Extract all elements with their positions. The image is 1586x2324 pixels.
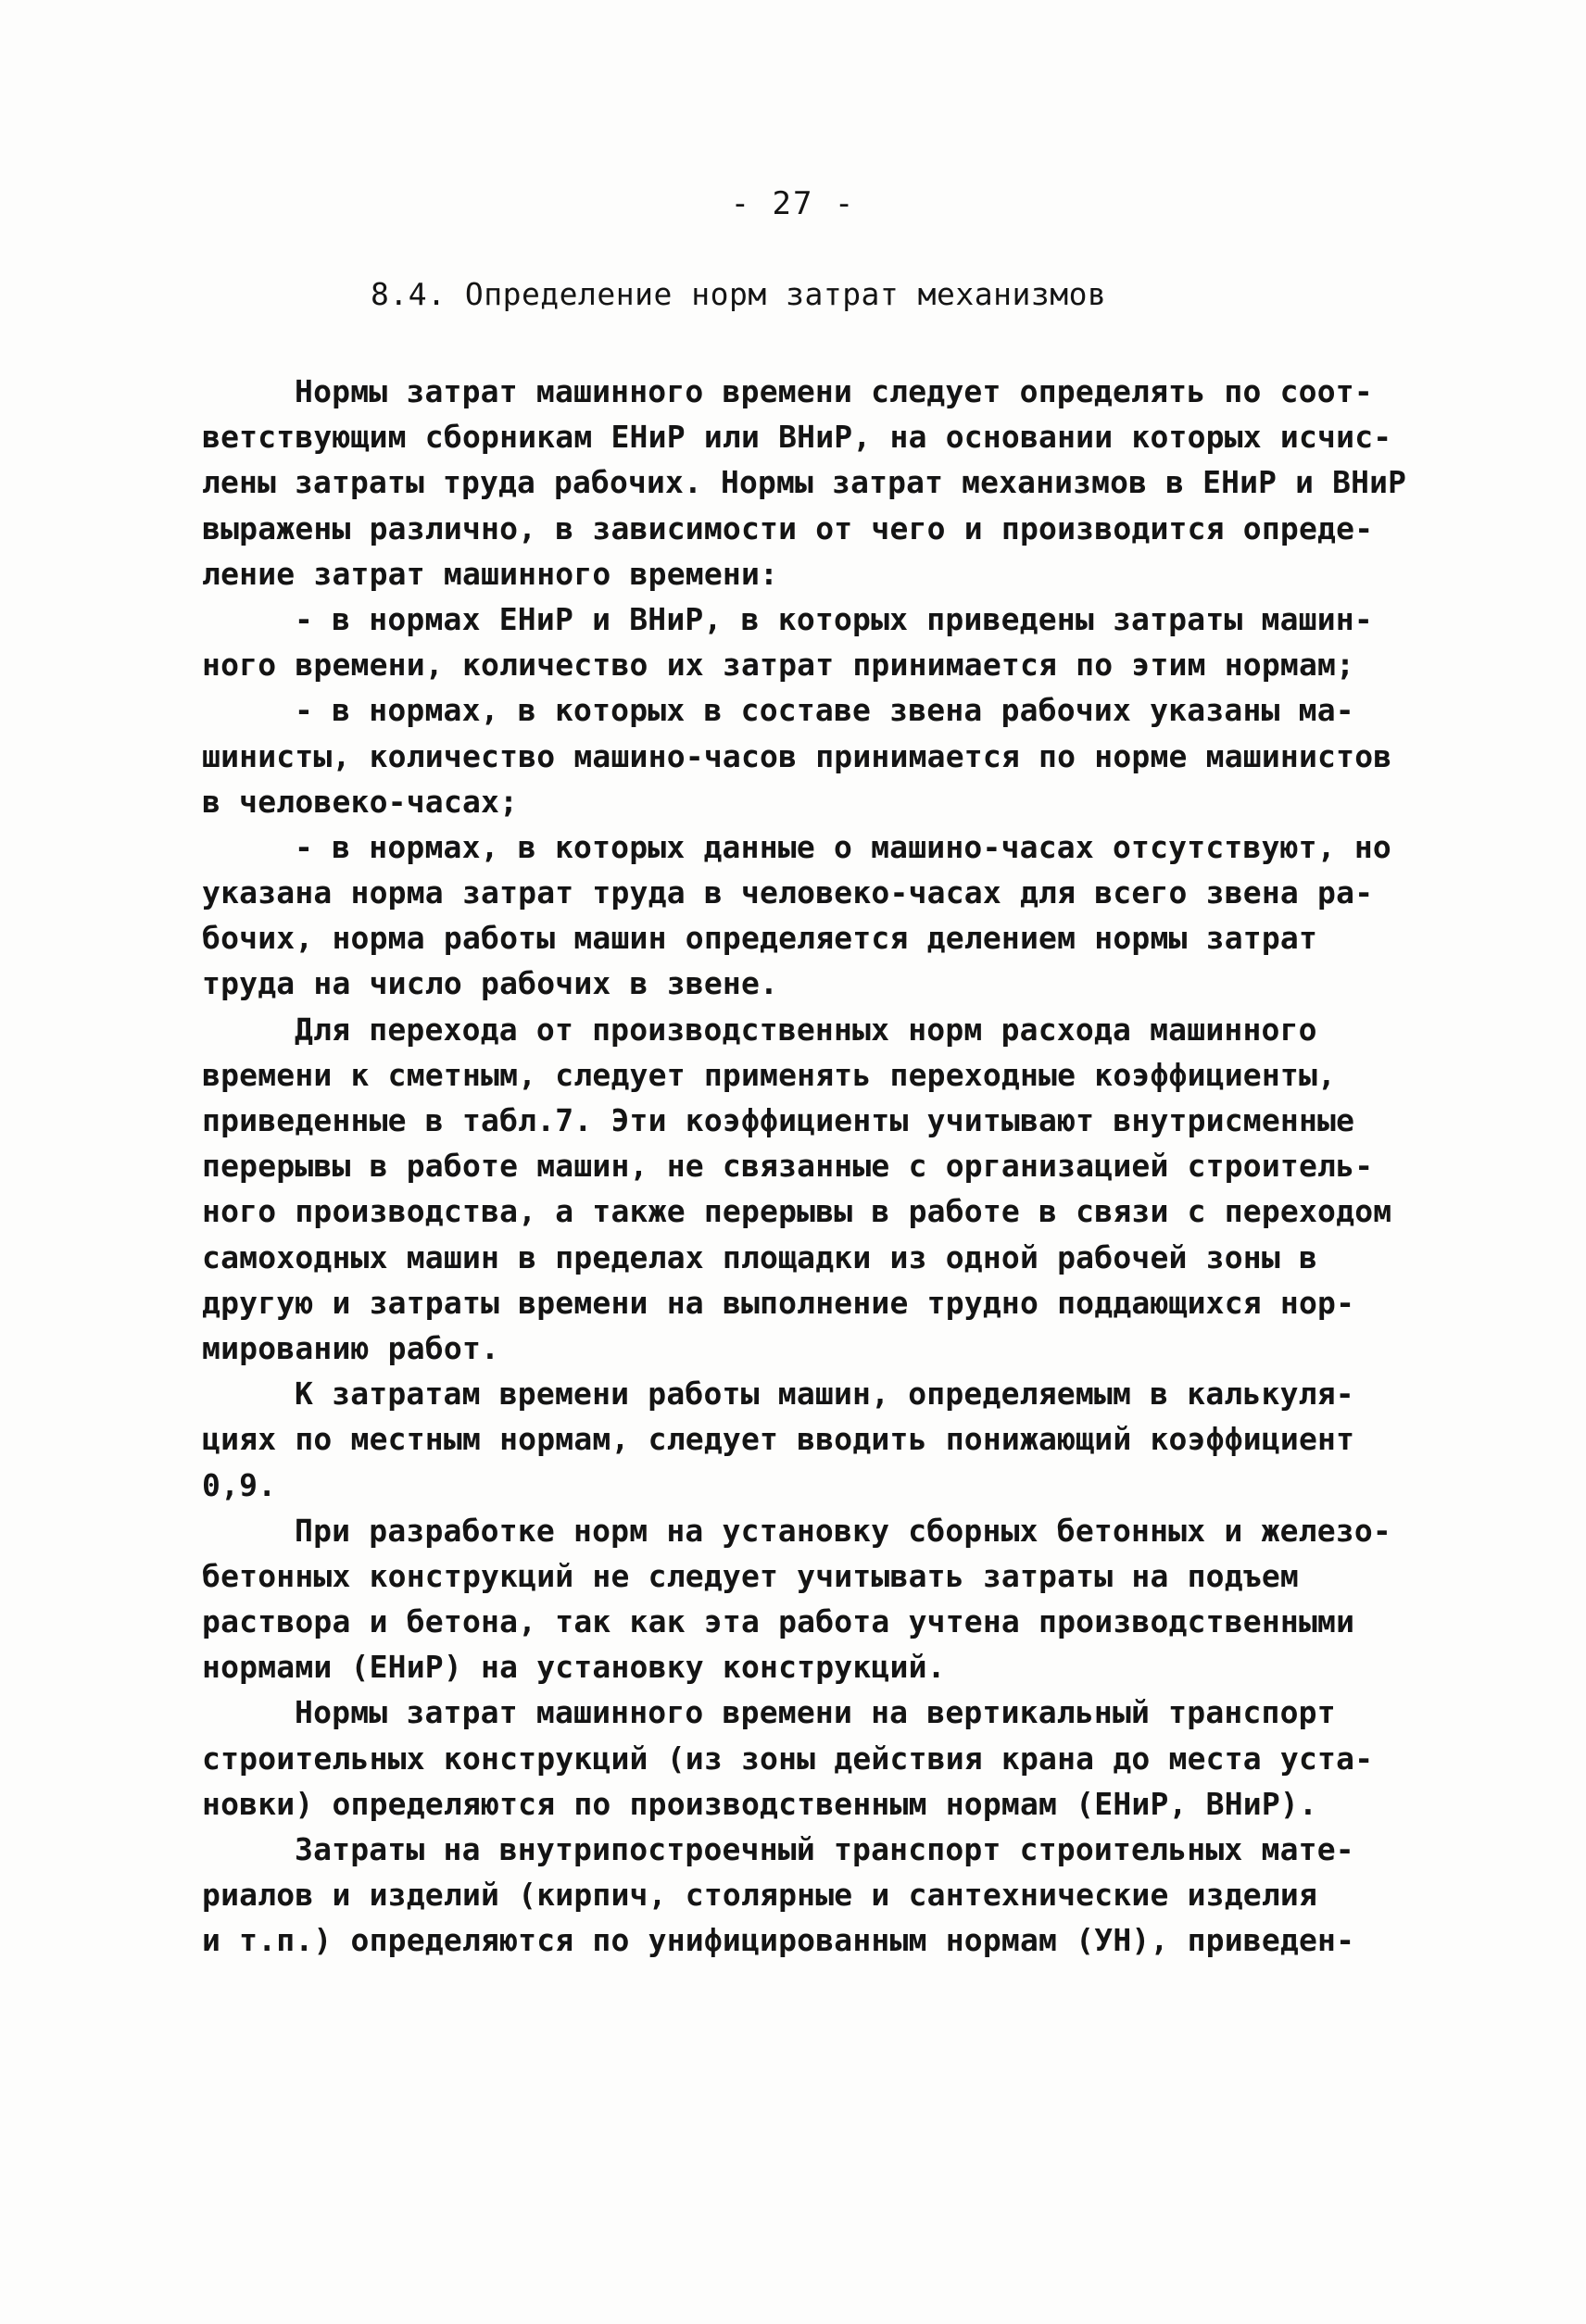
text-line: Нормы затрат машинного времени на вертикальный транспорт [295, 1694, 1336, 1731]
text-line: мированию работ. [202, 1329, 500, 1366]
text-line: самоходных машин в пределах площадки из одной рабочей зоны в [202, 1238, 1318, 1275]
text-line: - в нормах, в которых в составе звена рабочих указаны ма- [295, 692, 1354, 729]
section-title: 8.4. Определение норм затрат механизмов [371, 276, 1107, 312]
text-line: - в нормах, в которых данные о машино-часах отсутствуют, но [295, 828, 1391, 865]
text-line: нормами (ЕНиР) на установку конструкций. [202, 1649, 946, 1686]
text-line: - в нормах ЕНиР и ВНиР, в которых приведены затраты машин- [295, 600, 1373, 637]
text-line: лены затраты труда рабочих. Нормы затрат механизмов в ЕНиР и ВНиР [202, 464, 1407, 501]
text-line: перерывы в работе машин, не связанные с организацией строитель- [202, 1148, 1374, 1185]
text-line: ного производства, а также перерывы в работе в связи с переходом [202, 1193, 1392, 1230]
text-line: в человеко-часах; [202, 783, 519, 820]
text-line: и т.п.) определяются по унифицированным нормам (УН), приведен- [202, 1922, 1355, 1959]
text-line: труда на число рабочих в звене. [202, 965, 779, 1002]
text-line: шинисты, количество машино-часов принимается по норме машинистов [202, 737, 1392, 774]
text-line: циях по местным нормам, следует вводить понижающий коэффициент [202, 1421, 1355, 1458]
text-line: приведенные в табл.7. Эти коэффициенты учитывают внутрисменные [202, 1102, 1355, 1138]
text-line: бочих, норма работы машин определяется делением нормы затрат [202, 920, 1318, 957]
page-number: - 27 - [730, 185, 856, 222]
text-line: ного времени, количество их затрат принимается по этим нормам; [202, 647, 1355, 684]
text-line: ление затрат машинного времени: [202, 555, 779, 592]
text-line: 0,9. [202, 1466, 277, 1503]
text-line: другую и затраты времени на выполнение трудно поддающихся нор- [202, 1284, 1355, 1321]
text-line: новки) определяются по производственным нормам (ЕНиР, ВНиР). [202, 1785, 1318, 1822]
text-line: строительных конструкций (из зоны действия крана до места уста- [202, 1740, 1374, 1777]
text-line: При разработке норм на установку сборных бетонных и железо- [295, 1512, 1391, 1549]
text-line: Нормы затрат машинного времени следует определять по соот- [295, 373, 1373, 409]
text-line: ветствующим сборникам ЕНиР или ВНиР, на основании которых исчис- [202, 419, 1392, 456]
text-line: раствора и бетона, так как эта работа учтена производственными [202, 1603, 1355, 1640]
text-line: выражены различно, в зависимости от чего и производится опреде- [202, 509, 1374, 546]
body-text [202, 369, 1406, 1964]
text-line: указана норма затрат труда в человеко-часах для всего звена ра- [202, 874, 1374, 911]
text-line: бетонных конструкций не следует учитывать затраты на подъем [202, 1557, 1299, 1594]
text-line: Затраты на внутрипостроечный транспорт строительных мате- [295, 1831, 1354, 1867]
text-line: Для перехода от производственных норм расхода машинного [295, 1011, 1317, 1048]
text-line: времени к сметным, следует применять переходные коэффициенты, [202, 1056, 1337, 1093]
text-line: риалов и изделий (кирпич, столярные и сантехнические изделия [202, 1877, 1318, 1914]
text-line: К затратам времени работы машин, определяемым в калькуля- [295, 1376, 1354, 1413]
